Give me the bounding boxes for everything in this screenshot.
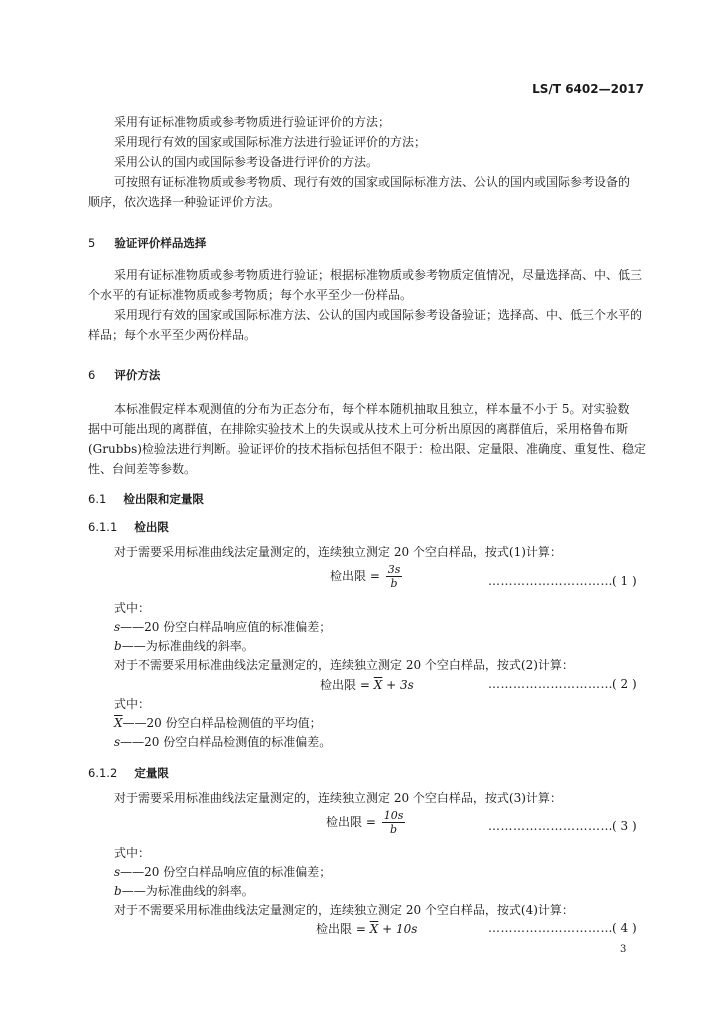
section-6-1-heading [88,488,204,507]
equation-4 [316,920,417,937]
eq-lhs: 检出限 [320,678,357,692]
s5-paragraph1-line2: 个水平的有证标准物质或参考物质；每个水平至少一份样品。 [88,288,413,302]
eq-number: ( 3 ) [612,819,637,833]
variable-definition [114,638,254,654]
variable-definition [114,883,254,899]
variable-text: ——为标准曲线的斜率。 [121,639,254,653]
s6-paragraph-line2: 据中可能出现的离群值，在排除实验技术上的失误或从技术上可分析出原因的离群值后，采用格鲁布斯 [88,422,629,436]
s611-intro2: 对于不需要采用标准曲线法定量测定的，连续独立测定 20 个空白样品，按式(2)计算： [114,658,574,672]
section-number: 6 [88,368,96,382]
eq-numerator: 10s [383,809,404,822]
section-number: 5 [88,236,96,250]
eq-number: ( 2 ) [612,677,637,691]
s611-intro1: 对于需要采用标准曲线法定量测定的，连续独立测定 20 个空白样品，按式(1)计算： [114,545,562,559]
variable-text: ——20 份空白样品响应值的标准偏差； [120,620,332,634]
s5-paragraph2-line1: 采用现行有效的国家或国际标准方法、公认的国内或国际参考设备验证；选择高、中、低三个水平的 [114,308,643,322]
page-number: 3 [620,944,627,955]
s6-paragraph-line4: 性、台间差等参数。 [88,462,197,476]
eq-equals: = [369,569,380,583]
section-title: 定量限 [134,766,169,780]
section-number: 6.1.1 [88,520,118,534]
eq-leader-dots: ………………………… [488,819,613,833]
intro-item-3: 采用公认的国内或国际参考设备进行评价的方法。 [114,155,379,169]
eq-equals: = [365,815,376,829]
variable-definition [114,864,331,880]
eq-rest: + 3s [382,678,414,692]
eq-leader-dots: ………………………… [488,677,613,691]
intro-paragraph-line2: 顺序，依次选择一种验证评价方法。 [88,195,281,209]
variable-text: ——20 份空白样品响应值的标准偏差； [120,865,332,879]
eq-leader-dots: ………………………… [488,921,613,935]
equation-1 [330,563,402,590]
equation-2 [320,676,414,693]
equation-3 [326,809,405,836]
section-title: 评价方法 [114,368,161,382]
section-number: 6.1 [88,492,107,506]
eq-rest: + 10s [378,922,418,936]
eq-denominator: b [390,577,398,590]
s5-paragraph2-line2: 样品；每个水平至少两份样品。 [88,328,257,342]
eq-fraction [382,809,406,836]
s5-paragraph1-line1: 采用有证标准物质或参考物质进行验证；根据标准物质或参考物质定值情况，尽量选择高、中、低三 [114,268,643,282]
section-5-heading [88,232,206,251]
eq-numerator: 3s [387,563,401,576]
variable-symbol: s [114,865,121,879]
section-title: 检出限 [134,520,169,534]
eq-mean-symbol: $\overline{X}$ [373,678,383,692]
intro-item-1: 采用有证标准物质或参考物质进行验证评价的方法； [114,115,391,129]
variable-definition [114,734,331,750]
eq-equals: = [355,922,366,936]
section-6-heading [88,364,160,383]
eq-number: ( 1 ) [612,574,637,588]
where-label: 式中： [114,697,151,711]
section-number: 6.1.2 [88,766,118,780]
variable-symbol: s [114,620,121,634]
section-6-1-2-heading [88,762,169,781]
variable-text: ——20 份空白样品检测值的平均值； [122,716,322,730]
variable-definition [114,715,322,731]
section-title: 检出限和定量限 [123,492,204,506]
s6-paragraph-line1: 本标准假定样本观测值的分布为正态分布，每个样本随机抽取且独立，样本量不小于 5。对实验数 [114,402,630,416]
intro-item-2: 采用现行有效的国家或国际标准方法进行验证评价的方法； [114,135,427,149]
standard-number: LS/T 6402—2017 [532,82,644,96]
eq-fraction [386,563,403,590]
eq-number: ( 4 ) [612,921,637,935]
variable-symbol: b [114,884,122,898]
where-label: 式中： [114,601,151,615]
variable-definition [114,619,331,635]
s612-intro1: 对于需要采用标准曲线法定量测定的，连续独立测定 20 个空白样品，按式(3)计算： [114,791,562,805]
section-title: 验证评价样品选择 [114,236,207,250]
eq-denominator: b [390,823,398,836]
eq-mean-symbol: $\overline{X}$ [369,922,379,936]
variable-text: ——为标准曲线的斜率。 [121,884,254,898]
eq-lhs: 检出限 [316,922,353,936]
s612-intro2: 对于不需要采用标准曲线法定量测定的，连续独立测定 20 个空白样品，按式(4)计算： [114,903,574,917]
eq-lhs: 检出限 [330,569,367,583]
eq-lhs: 检出限 [326,815,363,829]
variable-text: ——20 份空白样品检测值的标准偏差。 [120,735,332,749]
s6-paragraph-line3: (Grubbs)检验法进行判断。验证评价的技术指标包括但不限于：检出限、定量限、准确度、重复性、稳定 [88,442,646,456]
intro-paragraph-line1: 可按照有证标准物质或参考物质、现行有效的国家或国际标准方法、公认的国内或国际参考设备的 [114,175,631,189]
eq-equals: = [359,678,370,692]
variable-symbol: s [114,735,121,749]
variable-symbol: $\overline{X}$ [114,716,123,730]
eq-leader-dots: ………………………… [488,574,613,588]
section-6-1-1-heading [88,516,169,535]
variable-symbol: b [114,639,122,653]
where-label: 式中： [114,846,151,860]
